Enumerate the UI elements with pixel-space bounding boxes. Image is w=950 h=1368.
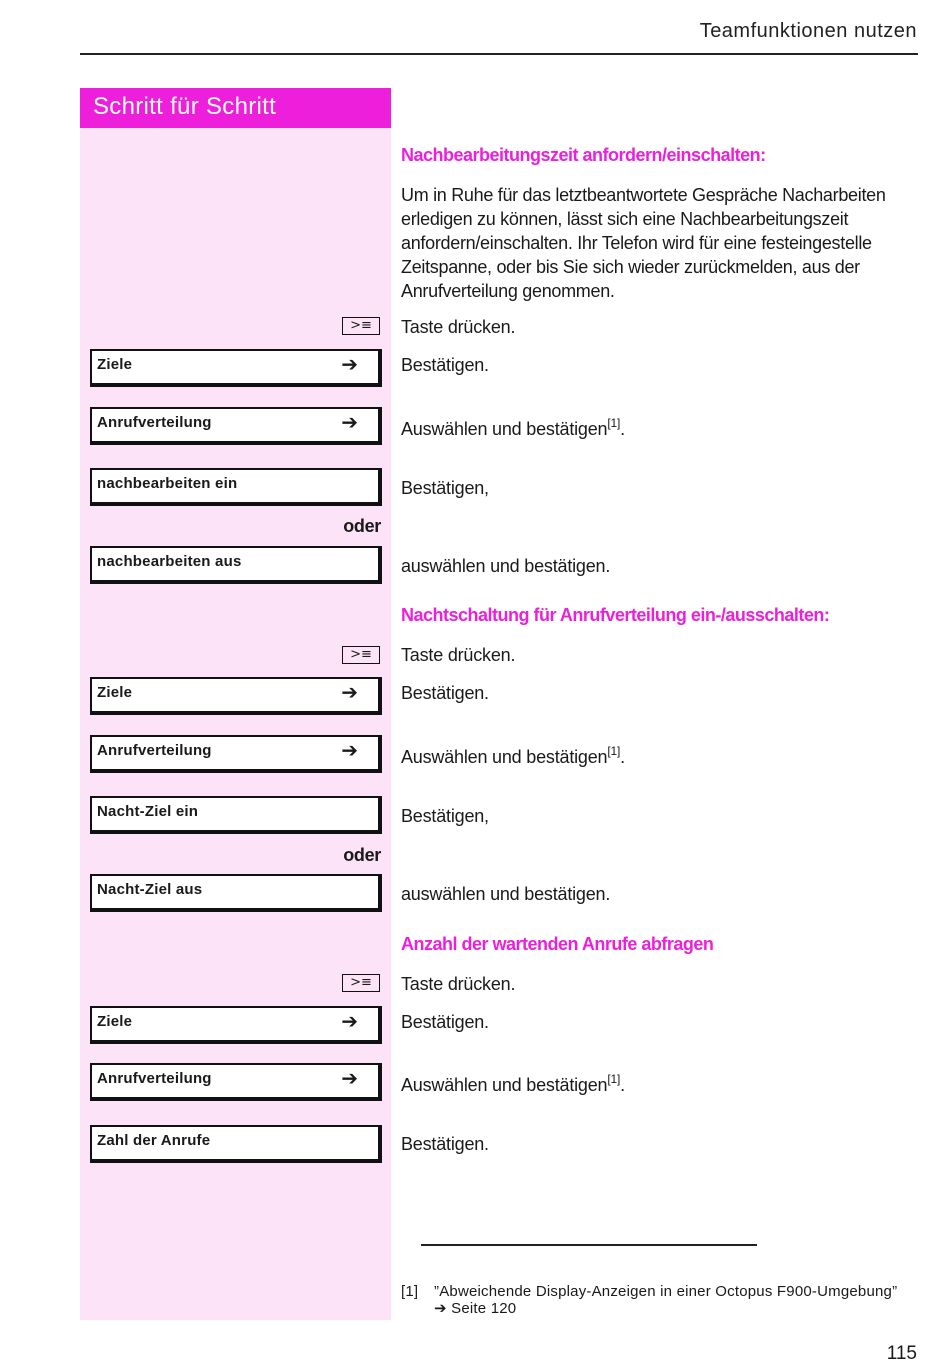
- arrow-right-icon: ➔: [341, 354, 358, 376]
- menu-option-label: Anrufverteilung: [97, 742, 212, 759]
- footnote-ref[interactable]: [1]: [607, 1072, 621, 1086]
- footnote-marker: [1]: [401, 1283, 419, 1300]
- step-text: Bestätigen,: [401, 806, 489, 826]
- menu-option-zahl-der-anrufe[interactable]: [90, 1125, 382, 1163]
- sidebar-title: Schritt für Schritt: [93, 93, 277, 120]
- arrow-right-icon: ➔: [341, 1068, 358, 1090]
- menu-option-nacht-ziel-aus[interactable]: [90, 874, 382, 912]
- step-text: Taste drücken.: [401, 645, 516, 665]
- section-heading: Nachtschaltung für Anrufverteilung ein-/ausschalten:: [401, 605, 830, 625]
- menu-option-nachbearbeiten-aus[interactable]: [90, 546, 382, 584]
- menu-option-label: nachbearbeiten ein: [97, 475, 238, 492]
- menu-key-icon: >≡: [342, 646, 380, 664]
- oder-label: oder: [343, 516, 381, 536]
- menu-option-anrufverteilung[interactable]: [90, 407, 382, 445]
- sidebar-title-bar: [80, 88, 391, 128]
- arrow-right-icon: ➔: [341, 740, 358, 762]
- menu-option-ziele[interactable]: [90, 1006, 382, 1044]
- menu-option-label: Nacht-Ziel aus: [97, 881, 203, 898]
- step-text: Bestätigen.: [401, 1012, 489, 1032]
- menu-key-icon: >≡: [342, 317, 380, 335]
- footnote-rule: [421, 1244, 757, 1246]
- step-text: Bestätigen,: [401, 478, 489, 498]
- menu-option-anrufverteilung[interactable]: [90, 1063, 382, 1101]
- header-rule: [80, 53, 918, 55]
- running-header: Teamfunktionen nutzen: [699, 20, 917, 42]
- menu-option-label: Ziele: [97, 356, 133, 373]
- oder-label: oder: [343, 845, 381, 865]
- step-text: Bestätigen.: [401, 1134, 489, 1154]
- step-text: auswählen und bestätigen.: [401, 884, 611, 904]
- step-text: Auswählen und bestätigen[1].: [401, 1072, 625, 1095]
- footnote-text[interactable]: ”Abweichende Display-Anzeigen in einer Octopus F900-Umgebung” ➔ Seite 120: [434, 1283, 898, 1317]
- step-text: Auswählen und bestätigen[1].: [401, 744, 625, 767]
- arrow-right-icon: ➔: [341, 412, 358, 434]
- menu-option-label: Ziele: [97, 1013, 133, 1030]
- arrow-right-icon: ➔: [341, 682, 358, 704]
- footnote-ref[interactable]: [1]: [607, 416, 621, 430]
- menu-option-nacht-ziel-ein[interactable]: [90, 796, 382, 834]
- page-number: 115: [886, 1343, 917, 1364]
- menu-option-label: Zahl der Anrufe: [97, 1132, 211, 1149]
- arrow-right-icon: ➔: [341, 1011, 358, 1033]
- menu-option-nachbearbeiten-ein[interactable]: [90, 468, 382, 506]
- step-text: Taste drücken.: [401, 317, 516, 337]
- menu-option-label: nachbearbeiten aus: [97, 553, 242, 570]
- section-heading: Anzahl der wartenden Anrufe abfragen: [401, 934, 714, 954]
- step-text: Taste drücken.: [401, 974, 516, 994]
- step-text: Bestätigen.: [401, 355, 489, 375]
- step-text: auswählen und bestätigen.: [401, 556, 611, 576]
- menu-option-label: Nacht-Ziel ein: [97, 803, 199, 820]
- section-intro: Um in Ruhe für das letztbeantwortete Gespräche Nacharbeiten erledigen zu können, lässt sich eine Nachbearbeitungszeit anfordern/einschalten. Ihr Telefon wird für eine festeingestelle Zeitspanne, oder bis Sie sich wieder zurückmelden, aus der Anrufverteilung genommen.: [401, 185, 886, 301]
- menu-option-label: Ziele: [97, 684, 133, 701]
- menu-key-icon: >≡: [342, 974, 380, 992]
- footnote-ref[interactable]: [1]: [607, 744, 621, 758]
- menu-option-label: Anrufverteilung: [97, 414, 212, 431]
- menu-option-ziele[interactable]: [90, 677, 382, 715]
- section-heading: Nachbearbeitungszeit anfordern/einschalten:: [401, 145, 766, 165]
- menu-option-ziele[interactable]: [90, 349, 382, 387]
- step-text: Auswählen und bestätigen[1].: [401, 416, 625, 439]
- menu-option-label: Anrufverteilung: [97, 1070, 212, 1087]
- step-text: Bestätigen.: [401, 683, 489, 703]
- menu-option-anrufverteilung[interactable]: [90, 735, 382, 773]
